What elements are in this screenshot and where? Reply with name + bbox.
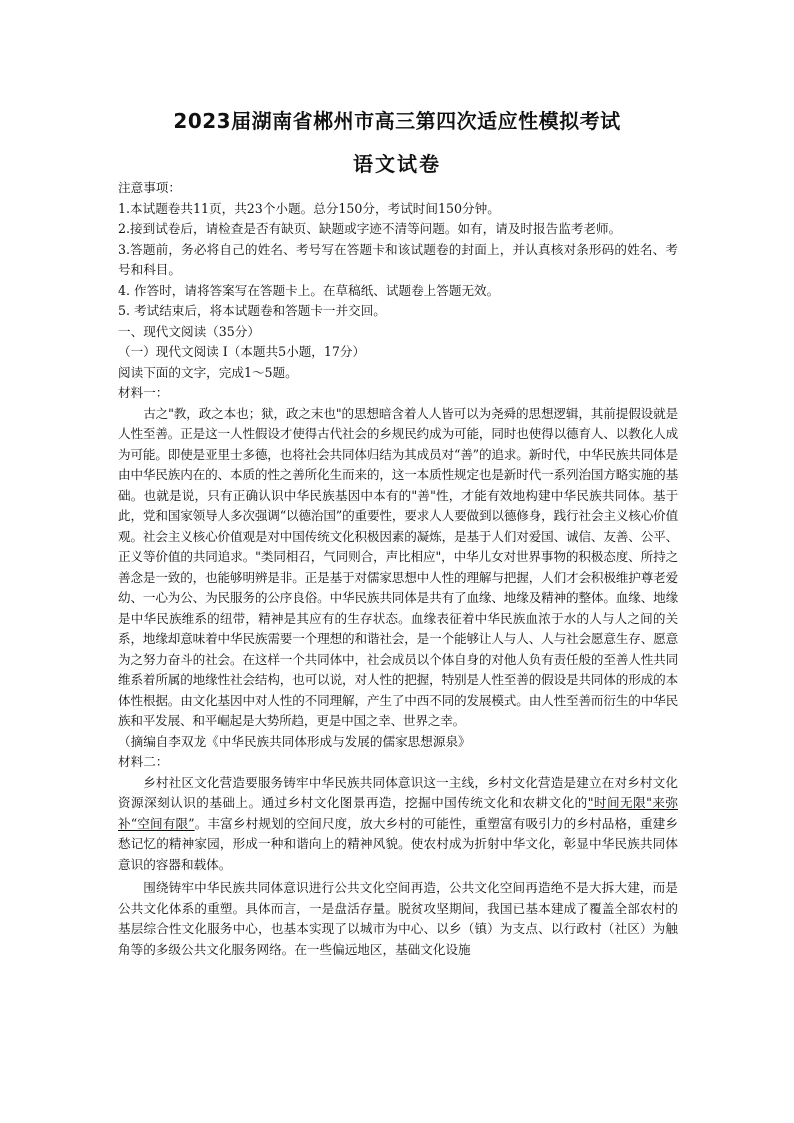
notice-item-3: 3.答题前，务必将自己的姓名、考号写在答题卡和该试题卷的封面上，并认真核对条形码的姓名、考号和科目。: [118, 241, 678, 277]
material-two-p1-end: 。丰富乡村规划的空间尺度，放大乡村的可能性，重塑富有吸引力的乡村品格，重建乡愁记忆的精神家园，形成一种和谐向上的精神风貌。使农村成为折射中华文化，彰显中华民族共同体意识的容器和载体。: [118, 815, 678, 872]
material-one-label: 材料一：: [118, 385, 169, 400]
subsection-heading: （一）现代文阅读 I（本题共5小题，17分）: [118, 344, 366, 359]
material-two-label: 材料二：: [118, 754, 169, 769]
material-one-source: （摘编自李双龙《中华民族共同体形成与发展的儒家思想源泉》: [118, 733, 471, 749]
material-two-p1-start: 乡村社区文化营造要服务铸牢中华民族共同体意识这一主线，乡村文化营造是建立在对乡村文化资源深刻认识的基础上。通过乡村文化图景再造，挖掘中国传统文化和农耕文化的: [118, 774, 678, 810]
reading-instruction: 阅读下面的文字，完成1～5题。: [118, 364, 298, 380]
notice-item-5: 5. 考试结束后，将本试题卷和答题卡一并交回。: [118, 303, 386, 318]
notice-item-1: 1.本试题卷共11页，共23个小题。总分150分，考试时间150分钟。: [118, 200, 500, 216]
material-two-paragraph-2: 围绕铸牢中华民族共同体意识进行公共文化空间再造，公共文化空间再造绝不是大拆大建，而是公共文化体系的重塑。具体而言，一是盘活存量。脱贫攻坚期间，我国已基本建成了覆盖全部农村的基层综合性文化服务中心，也基本实现了以城市为中心、以乡（镇）为支点、以行政村（社区）为触角等的多级公共文化服务网络。在一些偏远地区，基础文化设施: [118, 880, 678, 957]
underlined-phrase: "时间无限"来弥补“空间有限”: [118, 795, 679, 831]
exam-title: 2023届湖南省郴州市高三第四次适应性模拟考试: [173, 109, 621, 133]
section-heading: 一、现代文阅读（35分）: [118, 323, 260, 339]
notice-heading: 注意事项：: [118, 180, 181, 195]
exam-content: [118, 178, 678, 960]
material-two-paragraph-1: [118, 773, 678, 876]
material-one-text: 古之"教，政之本也；狱，政之末也"的思想暗含着人人皆可以为尧舜的思想逻辑，其前提假设就是人性至善。正是这一人性假设才使得古代社会的乡规民约成为可能，同时也使得以德育人、以教化人成为可能。即使是亚里士多德，也将社会共同体归结为其成员对“善”的追求。新时代，中华民族共同体是由中华民族内在的、本质的性之善所化生而来的，这一本质性规定也是新时代一系列治国方略实施的基础。也就是说，只有正确认识中华民族基因中本有的"善"性，才能有效地构建中华民族共同体。基于此，党和国家领导人多次强调“以德治国”的重要性，要求人人要做到以德修身，践行社会主义核心价值观。社会主义核心价值观是对中国传统文化积极因素的凝炼，是基于人们对爱国、诚信、友善、公平、正义等价值的共同追求。"类同相召，气同则合，声比相应"，中华儿女对世界事物的积极态度、所持之善念是一致的，也能够明辨是非。正是基于对儒家思想中人性的理解与把握，人们才会积极维护尊老爱幼、一心为公、为民服务的公序良俗。中华民族共同体是共有了血缘、地缘及精神的整体。血缘、地缘是中华民族维系的纽带，精神是其应有的生存状态。血缘表征着中华民族血浓于水的人与人之间的关系，地缘却意味着中华民族需要一个理想的和谐社会，是一个能够让人与人、人与社会愿意生存、愿意为之努力奋斗的社会。在这样一个共同体中，社会成员以个体自身的对他人负有责任般的至善人性共同维系着所属的地缘性社会结构，也可以说，对人性的把握，特别是人性至善的假设是共同体的形成的本体性根据。由文化基因中对人性的不同理解，产生了中西不同的发展模式。由人性至善而衍生的中华民族和平发展、和平崛起是大势所趋，更是中国之幸、世界之幸。: [118, 405, 678, 728]
notice-item-2: 2.接到试卷后，请检查是否有缺页、缺题或字迹不清等问题。如有，请及时报告监考老师。: [118, 221, 622, 236]
notice-item-4: 4. 作答时，请将答案写在答题卡上。在草稿纸、试题卷上答题无效。: [118, 282, 500, 298]
exam-subtitle: 语文试卷: [353, 152, 441, 176]
